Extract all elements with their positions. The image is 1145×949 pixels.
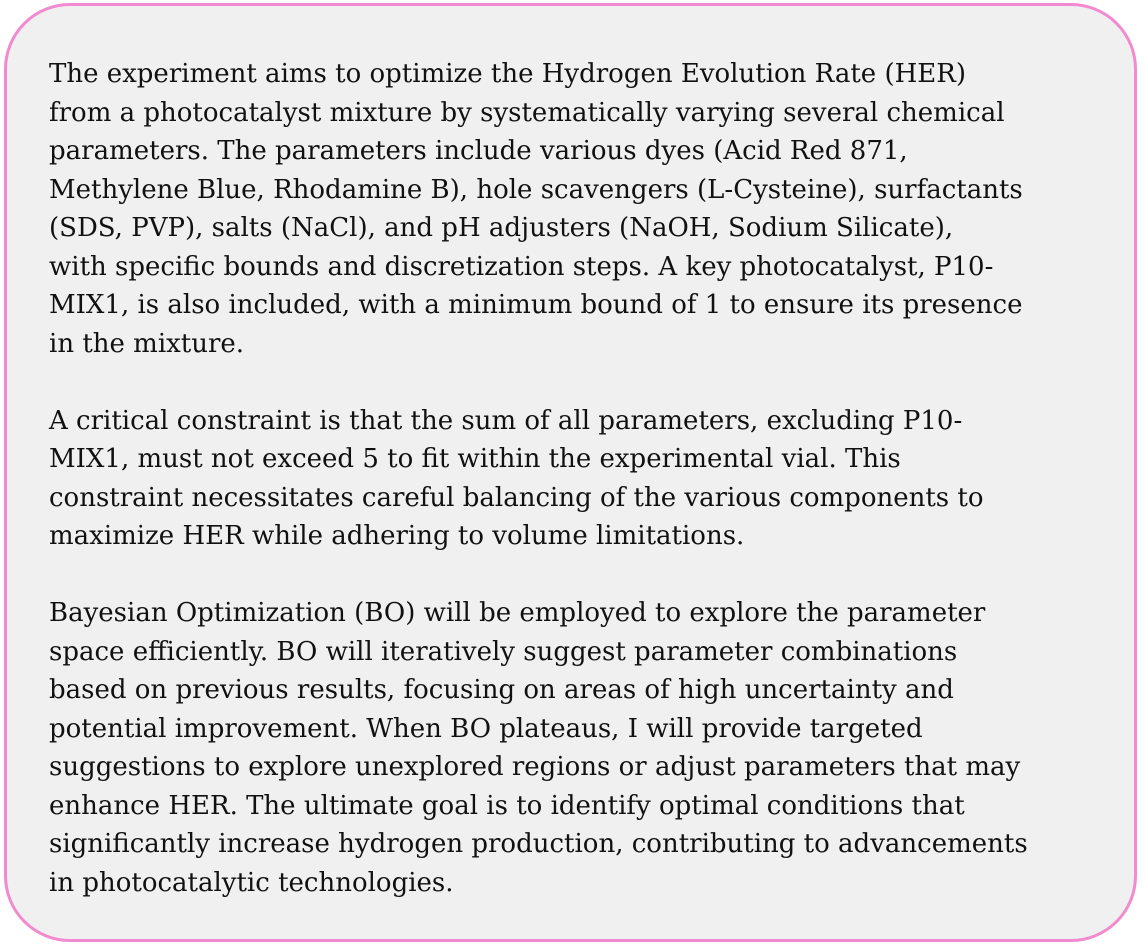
paragraph-line: MIX1, must not exceed 5 to fit within the experimental vial. This	[49, 444, 901, 474]
paragraph-line: maximize HER while adhering to volume limitations.	[49, 521, 745, 551]
paragraph-line: Methylene Blue, Rhodamine B), hole scavengers (L-Cysteine), surfactants	[49, 174, 1023, 205]
paragraph-line: The experiment aims to optimize the Hydrogen Evolution Rate (HER)	[49, 59, 966, 89]
paragraph-line: constraint necessitates careful balancing of the various components to	[49, 482, 984, 513]
paragraph-line: enhance HER. The ultimate goal is to identify optimal conditions that	[49, 790, 965, 821]
paragraph-line: suggestions to explore unexplored regions or adjust parameters that may	[49, 752, 1021, 782]
paragraph-line: space efficiently. BO will iteratively suggest parameter combinations	[49, 636, 958, 667]
paragraph-gap	[49, 556, 1099, 595]
paragraph-line: parameters. The parameters include various dyes (Acid Red 871,	[49, 136, 908, 166]
paragraph-line: potential improvement. When BO plateaus, I will provide targeted	[49, 713, 923, 744]
text-block	[49, 55, 1099, 902]
paragraph-line: MIX1, is also included, with a minimum bound of 1 to ensure its presence	[49, 290, 1023, 320]
paragraph-line: (SDS, PVP), salts (NaCl), and pH adjusters (NaOH, Sodium Silicate),	[49, 213, 954, 243]
paragraph-line: in photocatalytic technologies.	[49, 867, 454, 898]
paragraph-gap	[49, 363, 1099, 402]
paragraph-line: A critical constraint is that the sum of all parameters, excluding P10-	[49, 405, 963, 436]
paragraph-line: significantly increase hydrogen production, contributing to advancements	[49, 829, 1028, 859]
paragraph-1	[49, 55, 1099, 363]
paragraph-3	[49, 594, 1099, 902]
paragraph-line: from a photocatalyst mixture by systematically varying several chemical	[49, 97, 1005, 128]
paragraph-2	[49, 402, 1099, 556]
paragraph-line: based on previous results, focusing on areas of high uncertainty and	[49, 675, 954, 705]
paragraph-line: in the mixture.	[49, 328, 245, 359]
paragraph-line: with specific bounds and discretization steps. A key photocatalyst, P10-	[49, 251, 994, 282]
paragraph-line: Bayesian Optimization (BO) will be employed to explore the parameter	[49, 598, 986, 628]
